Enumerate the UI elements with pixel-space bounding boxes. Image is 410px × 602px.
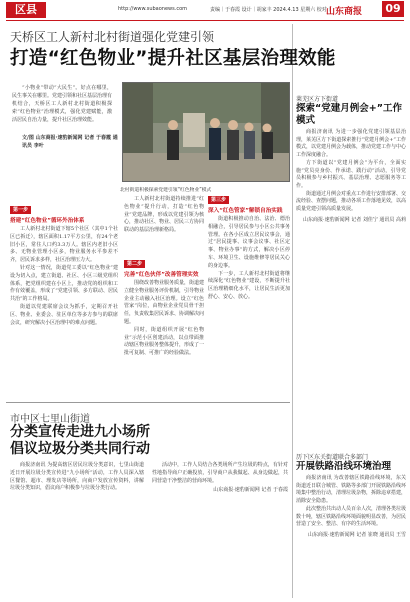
page-number: 09 (382, 1, 404, 17)
paragraph: 街道通过月例会对重点工作进行安排部署、交流经验、查摆问题，推动各项工作落地见效，以高质量党建引领高质量发展。 (296, 190, 407, 213)
article2-kicker: 市中区七里山街道 (10, 414, 90, 425)
photo-caption: 北村街道积极探索党建引领“红色物业”模式 (120, 188, 212, 193)
paragraph: 围绕改善物业服务质量，街道建立健全物业服务评价机制，引导物业企业主动融入社区治理。设立“红色管家”岗位，由物业企业党员骨干担任，负责收集居民诉求、协调解决问题。 (124, 280, 205, 325)
headline-line: 分类宣传走进九小场所 (10, 424, 150, 440)
section-tag-2: 第二步 (124, 260, 145, 268)
sidebar-story-1 (296, 94, 406, 223)
edition-meta: 责编｜于春霞 设计｜胡家丰 2024.4.13 星期六 校对｜ (210, 7, 332, 13)
section-tag-3: 第三步 (208, 196, 229, 204)
sidebar-credit: 山东商报·速豹新闻网 记者 崔晓 通讯员 王雪 (308, 531, 406, 538)
section-body-2 (124, 280, 204, 358)
paragraph: 商报济南讯 为提高辖区居民垃圾分类意识，七里山街道近日开展垃圾分类宣传进“九小场所”活动，工作人员深入辖区餐馆、超市、理发店等场所，向商户发放宣传资料，讲解垃圾分类知识，倡议商户积极参与垃圾分类行动。 (10, 462, 144, 492)
photo-illustration (123, 83, 290, 182)
paragraph: 此次整治共出动人员百余人次，清理各类垃圾数十吨，辖区铁路沿线环境面貌明显改善，为居民营造了安全、整洁、有序的生活环境。 (296, 505, 407, 528)
sidebar-kicker: 莱芜区方下街道 (296, 96, 339, 103)
sidebar-credit: 山东商报·速豹新闻网 记者 刘佳宁 通讯员 高莉 (303, 216, 406, 223)
sidebar-title: 探索“党建月例会+”工作模式 (296, 103, 402, 126)
paragraph: 街道积极推动自治、法治、德治相融合，引导居民参与小区公共事务管理。在各小区成立居民议事会，通过“居民提事、议事会议事、社区定事、物业办事”的方式，解决小区停车、环境卫生、设施维修等居民关心的身边事。 (208, 216, 290, 269)
paragraph: 商报济南讯 为进一步强化党建引领基层治理，莱芜区方下街道探索推行“党建月例会+”工作模式，以党建月例会为载体，推动党建工作与中心工作深度融合。 (296, 129, 407, 159)
article-headline: 打造“红色物业”提升社区基层治理效能 (10, 48, 336, 69)
headline-line: 倡议垃圾分类共同行动 (10, 441, 150, 457)
paragraph: 下一步，工人新村北村街道将继续深化“红色物业”建设，不断提升社区治理精细化水平，让居民生活更加舒心、安心、放心。 (208, 270, 290, 300)
article-kicker: 天桥区工人新村北村街道强化党建引领 (10, 30, 215, 44)
sidebar-body (296, 129, 406, 214)
page-header (0, 0, 410, 20)
article-byline: 文/图 山东商报·速豹新闻网 记者 于春霞 通讯员 李叶 (22, 135, 118, 149)
section-subtitle-2: 完善“红色伙伴”改善管理实效 (124, 272, 199, 278)
story-divider (6, 402, 290, 403)
site-url[interactable]: http://www.subaonews.com (118, 6, 187, 12)
lead-paragraph: “小物业”带动“大民生”。好点在哪里，民生事关在哪里。党建引领和社区基层治理有机结合，天桥区工人新村北村街道积极探索“红色物业”治理模式，强化党建赋能，激活居民自治力量，提升社区治理效能。 (12, 85, 113, 123)
paragraph: 工人新村北村街道持续推进“红色物业”提升行动，打造“红色物业”党建品牌，形成以党建引领为核心，推动社区、物业、居民三方协同联动的基层治理新格局。 (124, 196, 205, 234)
paragraph: 同时，街道组织开展“红色物业”示范小区创建活动，以点带面推动辖区物业服务整体提升，形成了一批可复制、可推广的经验做法。 (124, 326, 205, 357)
article2-body-col1 (10, 462, 144, 493)
section-tag-1: 第一步 (10, 206, 31, 214)
sidebar-title: 开展铁路沿线环境治理 (296, 461, 392, 472)
section-badge: 区县 (6, 2, 46, 18)
sidebar-story-2 (296, 452, 406, 538)
sidebar-kicker: 历下区东关街道联合多部门 (296, 454, 369, 461)
paragraph: 方下街道以“党建月例会”为平台，全面实施“党员亮身份、作承诺、践行动”活动，引导党员积极参与乡村振兴、基层治理、志愿服务等工作。 (296, 159, 406, 189)
section-body-1 (10, 226, 118, 327)
news-photo (122, 82, 290, 182)
column-divider (292, 24, 293, 598)
sidebar-body (296, 475, 406, 529)
article2-body-col2 (152, 462, 288, 495)
newspaper-name: 山东商报 (326, 7, 363, 17)
section-subtitle-3: 深入“红色管家”解锁自治实践 (208, 208, 283, 214)
paragraph: 商报济南讯 为改善辖区铁路沿线环境，东关街道近日联合城管、铁路等多部门开展铁路沿线环境集中整治行动，清理垃圾杂物，拆除违章搭建，消除安全隐患。 (296, 475, 407, 505)
column-2-body (124, 196, 204, 235)
paragraph: 活动中，工作人员结合各类场所产生垃圾的特点，有针对性地指导商户正确投放，引导商户从我做起、从身边做起，共同营造干净整洁的营商环境。 (152, 462, 288, 484)
section-body-3 (208, 216, 290, 302)
section-subtitle-1: 搭建“红色物业”循环外治体系 (10, 218, 85, 224)
paragraph: 针对这一情况，街道党工委以“红色物业”建设为切入点，建立街道、社区、小区三级党组织体系，把党组织建在小区上，推动党的组织和工作有效覆盖，形成了“党建引领、多方联动、居民共治”的工作格局。 (10, 264, 118, 303)
article2-credit: 山东商报·速豹新闻网 记者 于春霞 (213, 487, 288, 494)
article2-headline (10, 424, 150, 458)
paragraph: 街道以党建联席会议为抓手，定期召开社区、物业、业委会、驻区单位等多方参与的联席会议，研究解决小区治理中的难点问题。 (10, 303, 118, 326)
article-lead (12, 84, 112, 124)
header-rule (6, 20, 404, 21)
paragraph: 工人新村北村街道下辖5个社区（其中1个社区已拆迁），辖区面积1.17平方公里，有24个老旧小区，常住人口约3.3万人。辖区内老旧小区多、无物业管理小区多，物业服务水平参差不齐，居民诉求多样，社区治理压力大。 (10, 226, 118, 264)
